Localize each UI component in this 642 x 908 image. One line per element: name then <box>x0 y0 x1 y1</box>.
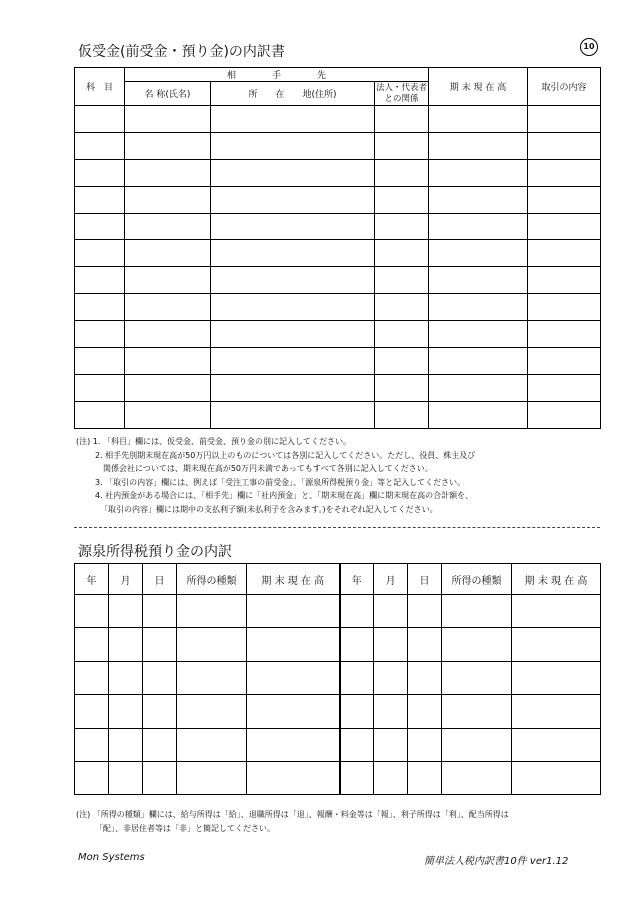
table-cell[interactable] <box>528 159 601 186</box>
table-cell[interactable] <box>211 267 375 294</box>
table-cell[interactable] <box>143 661 177 694</box>
section1-notes <box>76 435 616 516</box>
table-cell[interactable] <box>375 159 429 186</box>
table-cell[interactable] <box>375 186 429 213</box>
table-cell[interactable] <box>429 294 528 321</box>
table-cell[interactable] <box>375 348 429 375</box>
note-line: (注) 「所得の種類」欄には、給与所得は「給」、退職所得は「退」、報酬・料金等は「報」、利子所得は「利」、配当所得は <box>76 810 509 819</box>
table-cell[interactable] <box>442 628 512 661</box>
table-cell[interactable] <box>340 628 374 661</box>
table-cell[interactable] <box>429 321 528 348</box>
table-cell[interactable] <box>528 348 601 375</box>
table-cell[interactable] <box>75 628 109 661</box>
table-cell[interactable] <box>211 401 375 428</box>
table-row <box>75 213 601 240</box>
table-cell[interactable] <box>75 294 125 321</box>
table-cell[interactable] <box>247 628 340 661</box>
header-address: 所 在 地(住所) <box>211 82 375 106</box>
note-line: (注) 1. 「科目」欄には、仮受金、前受金、預り金の別に記入してください。 <box>76 437 351 446</box>
note-line: 3. 「取引の内容」欄には、例えば「受注工事の前受金」、「源泉所得税預り金」等と記入してください。 <box>95 477 466 487</box>
table-cell[interactable] <box>75 186 125 213</box>
table-cell[interactable] <box>211 348 375 375</box>
table-cell[interactable] <box>528 186 601 213</box>
table-cell[interactable] <box>75 348 125 375</box>
table-cell[interactable] <box>247 761 340 794</box>
header-year: 年 <box>340 564 374 595</box>
table-cell[interactable] <box>211 106 375 133</box>
table-cell[interactable] <box>442 728 512 761</box>
table-cell[interactable] <box>375 106 429 133</box>
table-cell[interactable] <box>211 186 375 213</box>
table-cell[interactable] <box>408 728 442 761</box>
table-cell[interactable] <box>408 761 442 794</box>
section2-title: 源泉所得税預り金の内訳 <box>78 544 232 560</box>
table-cell[interactable] <box>125 267 211 294</box>
section-divider <box>74 527 600 528</box>
table-cell[interactable] <box>177 628 247 661</box>
note-line: 「取引の内容」欄には期中の支払利子額(未払利子を含みます。)をそれぞれ記入してください。 <box>100 504 438 514</box>
table-cell[interactable] <box>125 240 211 267</box>
table-cell[interactable] <box>429 240 528 267</box>
note-line: 4. 社内預金がある場合には、「相手先」欄に「社内預金」と、「期末現在高」欄に期末現在高の合計額を、 <box>95 491 474 500</box>
table-cell[interactable] <box>211 240 375 267</box>
table-row <box>75 348 601 375</box>
table-cell[interactable] <box>340 761 374 794</box>
table-cell[interactable] <box>75 321 125 348</box>
section2-notes <box>76 808 616 835</box>
header-counterparty: 相 手 先 <box>125 68 429 82</box>
table-cell[interactable] <box>109 728 143 761</box>
table-cell[interactable] <box>247 661 340 694</box>
table-cell[interactable] <box>75 213 125 240</box>
page-number-badge: 10 <box>580 38 598 56</box>
header-name: 名 称(氏名) <box>125 82 211 106</box>
table-cell[interactable] <box>75 159 125 186</box>
table-cell[interactable] <box>429 267 528 294</box>
table-cell[interactable] <box>125 106 211 133</box>
table-cell[interactable] <box>125 374 211 401</box>
table-cell[interactable] <box>75 661 109 694</box>
table-cell[interactable] <box>177 661 247 694</box>
table-cell[interactable] <box>340 728 374 761</box>
table-cell[interactable] <box>247 595 340 628</box>
table-cell[interactable] <box>429 374 528 401</box>
table-row <box>75 294 601 321</box>
table-cell[interactable] <box>75 595 109 628</box>
table-cell[interactable] <box>211 374 375 401</box>
table-row <box>75 761 601 794</box>
table-cell[interactable] <box>211 321 375 348</box>
note-line: 関係会社については、期末現在高が50万円未満であってもすべて各別に記入してください。 <box>103 464 433 473</box>
table-row <box>75 321 601 348</box>
table-row <box>75 728 601 761</box>
table-cell[interactable] <box>408 695 442 728</box>
table-cell[interactable] <box>429 159 528 186</box>
table-cell[interactable] <box>429 186 528 213</box>
table-cell[interactable] <box>374 695 408 728</box>
footer-brand: Mon Systems <box>78 852 145 863</box>
table-cell[interactable] <box>143 595 177 628</box>
table-cell[interactable] <box>512 628 601 661</box>
table-cell[interactable] <box>408 661 442 694</box>
table-cell[interactable] <box>109 595 143 628</box>
table-cell[interactable] <box>125 186 211 213</box>
table-cell[interactable] <box>528 374 601 401</box>
table-cell[interactable] <box>75 401 125 428</box>
table-cell[interactable] <box>247 728 340 761</box>
table-cell[interactable] <box>528 132 601 159</box>
table-cell[interactable] <box>375 267 429 294</box>
table-cell[interactable] <box>125 132 211 159</box>
table-cell[interactable] <box>125 401 211 428</box>
table-cell[interactable] <box>75 761 109 794</box>
table-cell[interactable] <box>177 761 247 794</box>
table-cell[interactable] <box>512 661 601 694</box>
table-cell[interactable] <box>408 595 442 628</box>
table-cell[interactable] <box>512 595 601 628</box>
header-subject: 科 目 <box>75 68 125 106</box>
withholding-tax-table <box>74 563 601 795</box>
table-cell[interactable] <box>528 294 601 321</box>
table-cell[interactable] <box>375 374 429 401</box>
header-balance: 期 末 現 在 高 <box>247 564 340 595</box>
table-cell[interactable] <box>374 595 408 628</box>
table-cell[interactable] <box>125 213 211 240</box>
table-cell[interactable] <box>75 106 125 133</box>
header-income-type: 所得の種類 <box>177 564 247 595</box>
table-cell[interactable] <box>340 661 374 694</box>
table-cell[interactable] <box>75 728 109 761</box>
table-cell[interactable] <box>211 213 375 240</box>
table-cell[interactable] <box>375 213 429 240</box>
table-cell[interactable] <box>75 132 125 159</box>
table-cell[interactable] <box>177 695 247 728</box>
table-row <box>75 132 601 159</box>
table-row <box>75 595 601 628</box>
table-cell[interactable] <box>177 728 247 761</box>
note-line: 「配」、非居住者等は「非」と簡記してください。 <box>95 823 275 833</box>
table-cell[interactable] <box>429 132 528 159</box>
table-cell[interactable] <box>211 159 375 186</box>
table-cell[interactable] <box>512 728 601 761</box>
table-cell[interactable] <box>125 348 211 375</box>
header-income-type: 所得の種類 <box>442 564 512 595</box>
table-cell[interactable] <box>143 695 177 728</box>
footer-version: 簡単法人税内訳書10件 ver1.12 <box>424 856 569 867</box>
header-day: 日 <box>143 564 177 595</box>
table-cell[interactable] <box>528 321 601 348</box>
table-cell[interactable] <box>374 761 408 794</box>
header-balance: 期 末 現 在 高 <box>429 68 528 106</box>
table-row <box>75 374 601 401</box>
header-day: 日 <box>408 564 442 595</box>
table-cell[interactable] <box>429 106 528 133</box>
table-cell[interactable] <box>374 661 408 694</box>
table-cell[interactable] <box>177 595 247 628</box>
header-content: 取引の内容 <box>528 68 601 106</box>
header-month: 月 <box>374 564 408 595</box>
table-cell[interactable] <box>143 761 177 794</box>
table-cell[interactable] <box>125 159 211 186</box>
table-cell[interactable] <box>75 240 125 267</box>
table-cell[interactable] <box>375 240 429 267</box>
table-cell[interactable] <box>211 294 375 321</box>
table-cell[interactable] <box>375 294 429 321</box>
table-cell[interactable] <box>211 132 375 159</box>
table-cell[interactable] <box>375 401 429 428</box>
table-cell[interactable] <box>442 761 512 794</box>
table-cell[interactable] <box>374 628 408 661</box>
table-cell[interactable] <box>75 374 125 401</box>
table-cell[interactable] <box>125 321 211 348</box>
table-cell[interactable] <box>340 695 374 728</box>
table-cell[interactable] <box>109 661 143 694</box>
table-row <box>75 695 601 728</box>
table-row <box>75 240 601 267</box>
table-cell[interactable] <box>512 695 601 728</box>
header-relation: 法人・代表者との関係 <box>376 82 428 104</box>
table-cell[interactable] <box>528 240 601 267</box>
table-row <box>75 401 601 428</box>
section1-title: 仮受金(前受金・預り金)の内訳書 <box>78 44 285 60</box>
table-cell[interactable] <box>408 628 442 661</box>
header-balance: 期 末 現 在 高 <box>512 564 601 595</box>
table-cell[interactable] <box>75 695 109 728</box>
table-cell[interactable] <box>125 294 211 321</box>
table-cell[interactable] <box>442 695 512 728</box>
table-cell[interactable] <box>429 213 528 240</box>
table-cell[interactable] <box>374 728 408 761</box>
table-cell[interactable] <box>143 728 177 761</box>
table-cell[interactable] <box>143 628 177 661</box>
table-cell[interactable] <box>429 401 528 428</box>
table-cell[interactable] <box>247 695 340 728</box>
table-row <box>75 106 601 133</box>
table-row <box>75 186 601 213</box>
temporary-receipts-table <box>74 67 601 429</box>
table-cell[interactable] <box>109 695 143 728</box>
table-row <box>75 267 601 294</box>
table-cell[interactable] <box>109 761 143 794</box>
header-month: 月 <box>109 564 143 595</box>
table-row <box>75 661 601 694</box>
table-cell[interactable] <box>442 661 512 694</box>
table-cell[interactable] <box>528 106 601 133</box>
table-cell[interactable] <box>442 595 512 628</box>
table-cell[interactable] <box>512 761 601 794</box>
table-cell[interactable] <box>528 267 601 294</box>
table-cell[interactable] <box>528 213 601 240</box>
note-line: 2. 相手先別期末現在高が50万円以上のものについては各別に記入してください。ただし、役員、株主及び <box>95 450 476 460</box>
table-cell[interactable] <box>75 267 125 294</box>
table-cell[interactable] <box>340 595 374 628</box>
header-year: 年 <box>75 564 109 595</box>
table-row <box>75 159 601 186</box>
table-cell[interactable] <box>375 321 429 348</box>
table-cell[interactable] <box>429 348 528 375</box>
table-row <box>75 628 601 661</box>
table-cell[interactable] <box>375 132 429 159</box>
table-cell[interactable] <box>528 401 601 428</box>
table-cell[interactable] <box>109 628 143 661</box>
